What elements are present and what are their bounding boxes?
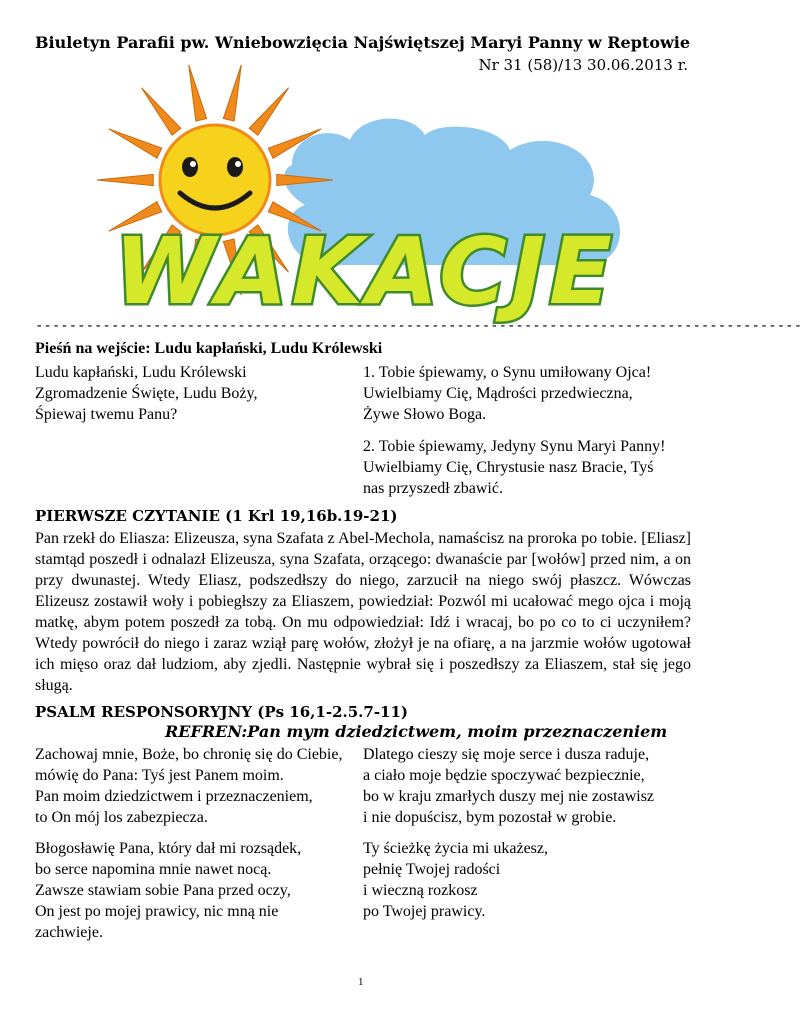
hymn-line: Śpiewaj twemu Panu?	[35, 406, 178, 423]
psalm-line: Zachowaj mnie, Boże, bo chronię się do Ciebie,	[35, 746, 343, 763]
psalm-line: i wieczną rozkosz	[363, 882, 478, 899]
bulletin-title: Biuletyn Parafii pw. Wniebowzięcia Najświętszej Maryi Panny w Reptowie	[35, 33, 691, 52]
hymn-verse-line: Uwielbiamy Cię, Mądrości przedwieczna,	[363, 385, 633, 402]
entrance-hymn-title: : Ludu kapłański, Ludu Królewski	[145, 340, 383, 357]
hymn-line: Zgromadzenie Święte, Ludu Boży,	[35, 385, 258, 402]
hymn-verse-line: Uwielbiamy Cię, Chrystusie nasz Bracie, Tyś	[363, 459, 654, 476]
psalm-line: On jest po mojej prawicy, nic mną nie	[35, 903, 279, 920]
psalm-line: Ty ścieżkę życia mi ukażesz,	[363, 840, 549, 857]
hymn-verse-line: 1. Tobie śpiewamy, o Synu umiłowany Ojca!	[363, 364, 652, 381]
psalm-refrain: REFREN:Pan mym dziedzictwem, moim przeznaczeniem	[165, 722, 668, 741]
sun-ray	[249, 88, 288, 135]
psalm-line: Dlatego cieszy się moje serce i dusza raduje,	[363, 746, 650, 763]
sun-ray	[97, 174, 153, 185]
sun-ray	[109, 129, 162, 158]
sun-ray	[189, 65, 207, 121]
hymn-verse-line: Żywe Słowo Boga.	[363, 406, 487, 423]
psalm-line: to On mój los zabezpiecza.	[35, 809, 208, 826]
psalm-line: po Twojej prawicy.	[363, 903, 486, 920]
psalm-line: Błogosławię Pana, który dał mi rozsądek,	[35, 840, 302, 857]
hymn-verse-line: 2. Tobie śpiewamy, Jedyny Synu Maryi Panny!	[363, 438, 666, 455]
entrance-hymn-heading	[35, 338, 382, 359]
section-divider: -------------------------------------------------------------------------------------------	[35, 318, 802, 334]
sun-ray	[223, 65, 241, 121]
psalm-line: Pan moim dziedzictwem i przeznaczeniem,	[35, 788, 313, 805]
psalm-line: bo w kraju zmarłych duszy mej nie zostawisz	[363, 788, 655, 805]
psalm-heading: PSALM RESPONSORYJNY (Ps 16,1-2.5.7-11)	[35, 703, 409, 721]
psalm-line: i nie dopuścisz, bym pozostał w grobie.	[363, 809, 617, 826]
page-number: 1	[358, 976, 364, 988]
first-reading-heading: PIERWSZE CZYTANIE (1 Krl 19,16b.19-21)	[35, 507, 398, 525]
psalm-line: mówię do Pana: Tyś jest Panem moim.	[35, 767, 284, 784]
first-reading-text: Pan rzekł do Eliasza: Elizeusza, syna Szafata z Abel-Mechola, namaścisz na proroka po tobie. [Eliasz] stamtąd poszedł i odnalazł Elizeusza, syna Szafata, orzącego: dwanaście par [wołów] przed nim, a on przy dwunastej. Wtedy Eliasz, podszedłszy do niego, zarzucił na niego swój płaszcz. Wówczas Elizeusz zostawił woły i pobiegłszy za Eliaszem, powiedział: Pozwól mi ucałować mego ojca i moją matkę, abym potem poszedł za tobą. On mu odpowiedział: Idź i wracaj, bo po co to ci uczyniłem? Wtedy powrócił do niego i zaraz wziął parę wołów, złożył je na ofiarę, a na jarzmie wołów ugotował ich mięso oraz dał ludziom, aby zjedli. Następnie wybrał się i poszedłszy za Eliaszem, stał się jego sługą.	[35, 530, 691, 694]
psalm-line: bo serce napomina mnie nawet nocą.	[35, 861, 272, 878]
psalm-line: a ciało moje będzie spoczywać bezpiecznie,	[363, 767, 645, 784]
psalm-line: Zawsze stawiam sobie Pana przed oczy,	[35, 882, 291, 899]
hymn-verse-line: nas przyszedł zbawić.	[363, 480, 503, 497]
sun-ray	[141, 88, 180, 135]
banner-word: WAKACJE	[114, 218, 616, 325]
hymn-line: Ludu kapłański, Ludu Królewski	[35, 364, 247, 381]
psalm-line: zachwieje.	[35, 924, 103, 941]
entrance-hymn-label: Pieśń na wejście	[35, 340, 146, 357]
psalm-line: pełnię Twojej radości	[363, 861, 501, 878]
wakacje-banner	[30, 95, 700, 325]
issue-number-date: Nr 31 (58)/13 30.06.2013 r.	[478, 56, 688, 74]
